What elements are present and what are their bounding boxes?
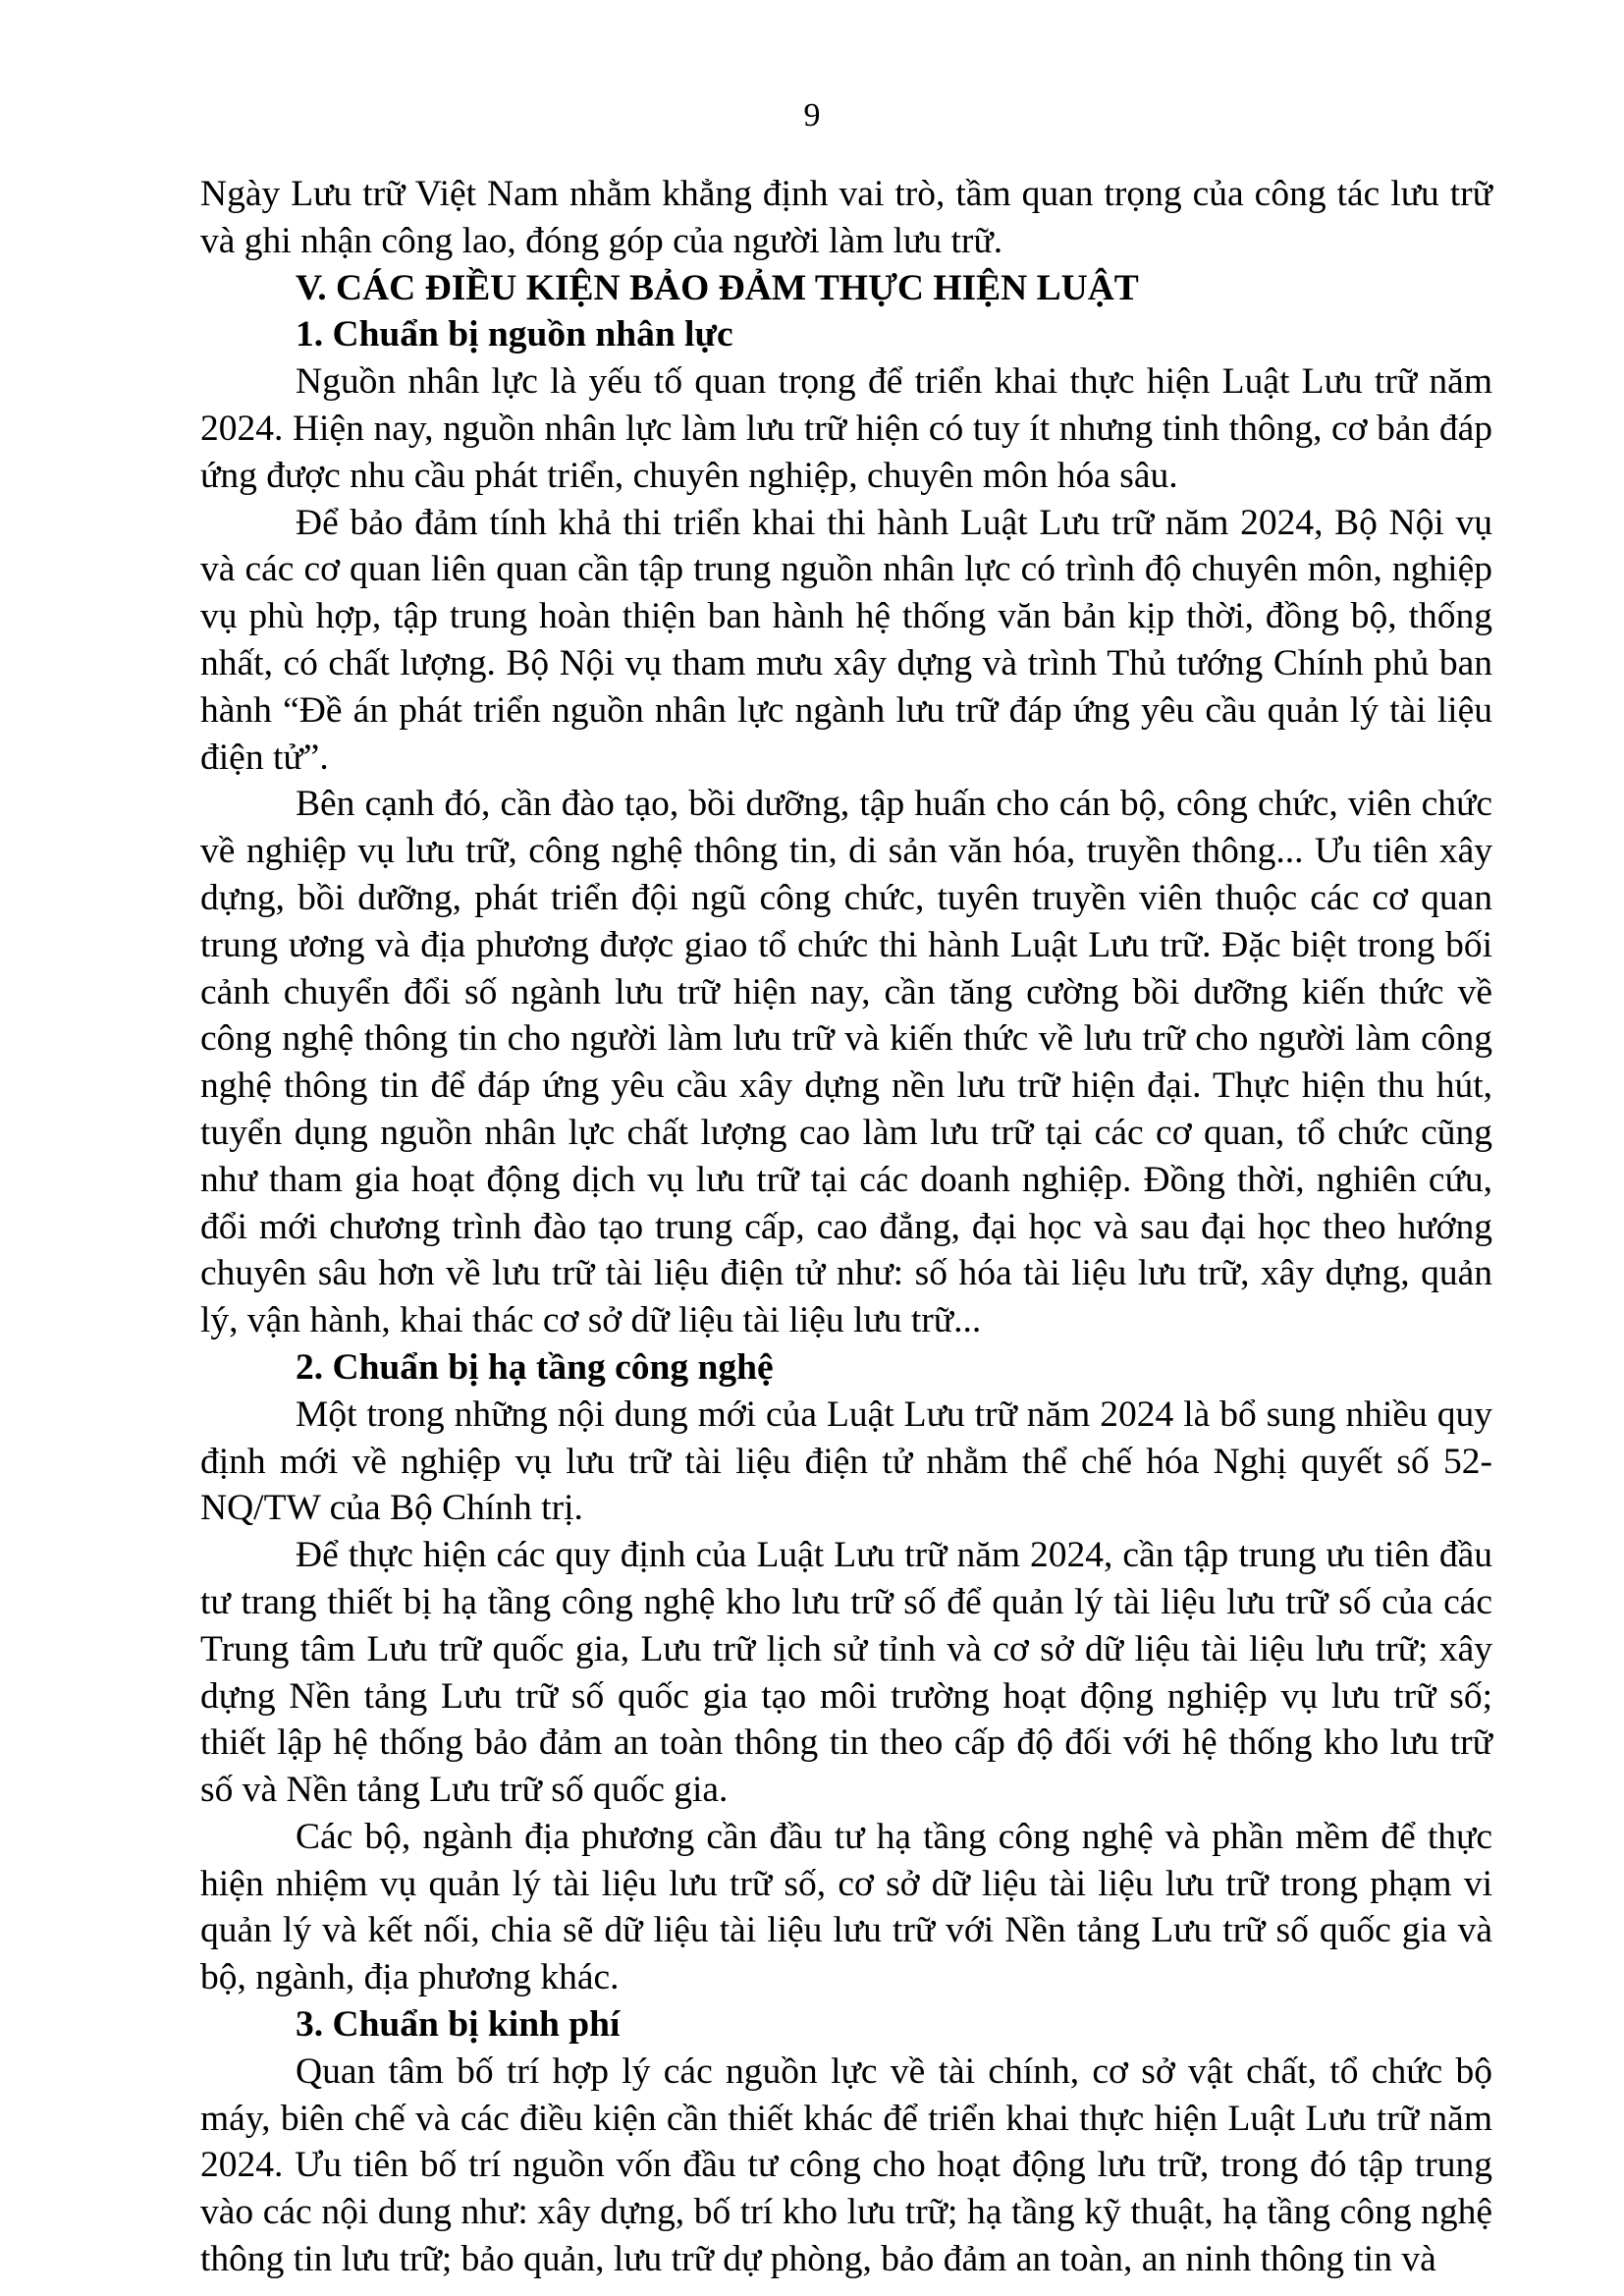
subsection-heading-2: 2. Chuẩn bị hạ tầng công nghệ [296,1346,774,1388]
document-body [200,171,1492,2283]
subsection-heading-1: 1. Chuẩn bị nguồn nhân lực [296,314,733,355]
subsection-heading-3: 3. Chuẩn bị kinh phí [296,2004,621,2046]
paragraph: Một trong những nội dung mới của Luật Lưu trữ năm 2024 là bổ sung nhiều quy định mới về nghiệp vụ lưu trữ tài liệu điện tử nhằm thể chế hóa Nghị quyết số 52-NQ/TW của Bộ Chính trị. [200,1394,1492,1529]
page-number: 9 [803,97,821,134]
paragraph: Nguồn nhân lực là yếu tố quan trọng để triển khai thực hiện Luật Lưu trữ năm 2024. Hiện nay, nguồn nhân lực làm lưu trữ hiện có tuy ít nhưng tinh thông, cơ bản đáp ứng được nhu cầu phát triển, chuyên nghiệp, chuyên môn hóa sâu. [200,361,1492,496]
paragraph: Các bộ, ngành địa phương cần đầu tư hạ tầng công nghệ và phần mềm để thực hiện nhiệm vụ quản lý tài liệu lưu trữ số, cơ sở dữ liệu tài liệu lưu trữ trong phạm vi quản lý và kết nối, chia sẽ dữ liệu tài liệu lưu trữ với Nền tảng Lưu trữ số quốc gia và bộ, ngành, địa phương khác. [200,1816,1492,1998]
paragraph-continued: Ngày Lưu trữ Việt Nam nhằm khẳng định vai trò, tầm quan trọng của công tác lưu trữ và ghi nhận công lao, đóng góp của người làm lưu trữ. [200,174,1492,261]
paragraph: Để thực hiện các quy định của Luật Lưu trữ năm 2024, cần tập trung ưu tiên đầu tư trang thiết bị hạ tầng công nghệ kho lưu trữ số để quản lý tài liệu lưu trữ số của các Trung tâm Lưu trữ quốc gia, Lưu trữ lịch sử tỉnh và cơ sở dữ liệu tài liệu lưu trữ; xây dựng Nền tảng Lưu trữ số quốc gia tạo môi trường hoạt động nghiệp vụ lưu trữ số; thiết lập hệ thống bảo đảm an toàn thông tin theo cấp độ đối với hệ thống kho lưu trữ số và Nền tảng Lưu trữ số quốc gia. [200,1535,1492,1811]
paragraph: Bên cạnh đó, cần đào tạo, bồi dưỡng, tập huấn cho cán bộ, công chức, viên chức về nghiệp vụ lưu trữ, công nghệ thông tin, di sản văn hóa, truyền thông... Ưu tiên xây dựng, bồi dưỡng, phát triển đội ngũ công chức, tuyên truyền viên thuộc các cơ quan trung ương và địa phương được giao tổ chức thi hành Luật Lưu trữ. Đặc biệt trong bối cảnh chuyển đổi số ngành lưu trữ hiện nay, cần tăng cường bồi dưỡng kiến thức về công nghệ thông tin cho người làm lưu trữ và kiến thức về lưu trữ cho người làm công nghệ thông tin để đáp ứng yêu cầu xây dựng nền lưu trữ hiện đại. Thực hiện thu hút, tuyển dụng nguồn nhân lực chất lượng cao làm lưu trữ tại các cơ quan, tổ chức cũng như tham gia hoạt động dịch vụ lưu trữ tại các doanh nghiệp. Đồng thời, nghiên cứu, đổi mới chương trình đào tạo trung cấp, cao đẳng, đại học và sau đại học theo hướng chuyên sâu hơn về lưu trữ tài liệu điện tử như: số hóa tài liệu lưu trữ, xây dựng, quản lý, vận hành, khai thác cơ sở dữ liệu tài liệu lưu trữ... [200,784,1492,1341]
section-heading: V. CÁC ĐIỀU KIỆN BẢO ĐẢM THỰC HIỆN LUẬT [296,267,1139,308]
paragraph: Quan tâm bố trí hợp lý các nguồn lực về tài chính, cơ sở vật chất, tổ chức bộ máy, biên chế và các điều kiện cần thiết khác để triển khai thực hiện Luật Lưu trữ năm 2024. Ưu tiên bố trí nguồn vốn đầu tư công cho hoạt động lưu trữ, trong đó tập trung vào các nội dung như: xây dựng, bố trí kho lưu trữ; hạ tầng kỹ thuật, hạ tầng công nghệ thông tin lưu trữ; bảo quản, lưu trữ dự phòng, bảo đảm an toàn, an ninh thông tin và [200,2050,1492,2280]
paragraph: Để bảo đảm tính khả thi triển khai thi hành Luật Lưu trữ năm 2024, Bộ Nội vụ và các cơ quan liên quan cần tập trung nguồn nhân lực có trình độ chuyên môn, nghiệp vụ phù hợp, tập trung hoàn thiện ban hành hệ thống văn bản kịp thời, đồng bộ, thống nhất, có chất lượng. Bộ Nội vụ tham mưu xây dựng và trình Thủ tướng Chính phủ ban hành “Đề án phát triển nguồn nhân lực ngành lưu trữ đáp ứng yêu cầu quản lý tài liệu điện tử”. [200,502,1492,778]
